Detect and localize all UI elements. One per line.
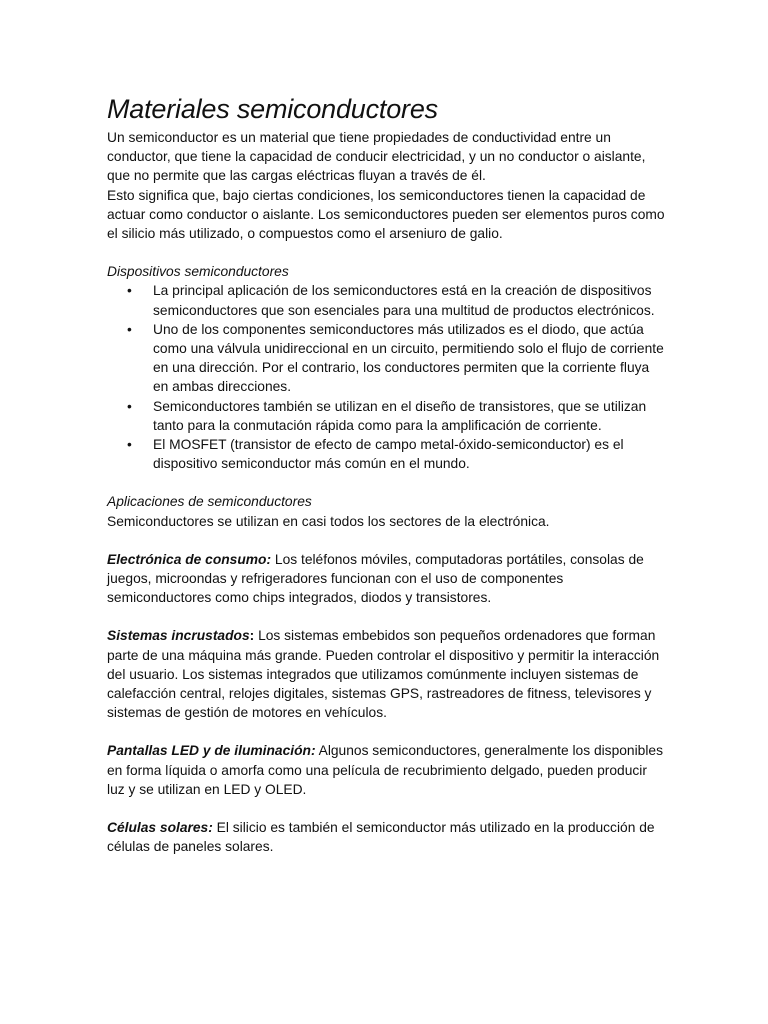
celulas-paragraph bbox=[107, 818, 667, 856]
list-item-text: La principal aplicación de los semiconductores está en la creación de dispositivos semiconductores que son esenciales para una multitud de productos electrónicos. bbox=[153, 283, 655, 318]
list-item bbox=[107, 320, 667, 397]
spacer bbox=[107, 607, 667, 626]
incrustados-label: Sistemas incrustados bbox=[107, 628, 250, 644]
list-item bbox=[107, 281, 667, 319]
spacer bbox=[107, 473, 667, 492]
spacer bbox=[107, 722, 667, 741]
spacer bbox=[107, 531, 667, 550]
list-item bbox=[107, 397, 667, 435]
document-page bbox=[107, 92, 667, 857]
consumo-label: Electrónica de consumo: bbox=[107, 551, 272, 567]
bullet-icon: • bbox=[127, 437, 132, 453]
celulas-label: Células solares: bbox=[107, 820, 213, 836]
intro-paragraph-2: Esto significa que, bajo ciertas condiciones, los semiconductores tienen la capacidad de actuar como conductor o aislante. Los semiconductores pueden ser elementos puros como el silicio más utilizado, o compuestos como el arseniuro de galio. bbox=[107, 187, 665, 242]
list-item-text: Semiconductores también se utilizan en el diseño de transistores, que se utilizan tanto para la conmutación rápida como para la amplificación de corriente. bbox=[153, 398, 647, 433]
spacer bbox=[107, 243, 667, 262]
bullet-icon: • bbox=[127, 321, 132, 337]
consumo-text: Los teléfonos móviles, computadoras portátiles, consolas de juegos, microondas y refrigeradores funcionan con el uso de componentes semiconductores como chips integrados, diodos y transistores. bbox=[107, 551, 644, 606]
aplicaciones-heading: Aplicaciones de semiconductores bbox=[107, 494, 312, 510]
incrustados-colon: : bbox=[249, 628, 255, 644]
pantallas-text: Algunos semiconductores, generalmente los disponibles en forma líquida o amorfa como una película de recubrimiento delgado, pueden producir luz y se utilizan en LED y OLED. bbox=[107, 743, 663, 797]
spacer bbox=[107, 799, 667, 818]
intro-paragraph-1: Un semiconductor es un material que tiene propiedades de conductividad entre un conductor, que tiene la capacidad de conducir electricidad, y un no conductor o aislante, que no permite que las cargas eléctricas fluyan a través de él. bbox=[107, 130, 646, 184]
pantallas-label: Pantallas LED y de iluminación: bbox=[107, 743, 316, 759]
consumo-paragraph bbox=[107, 550, 667, 608]
dispositivos-list bbox=[107, 281, 667, 473]
list-item-text: El MOSFET (transistor de efecto de campo metal-óxido-semiconductor) es el dispositivo semiconductor más común en el mundo. bbox=[153, 437, 624, 472]
incrustados-paragraph bbox=[107, 626, 667, 722]
aplicaciones-text: Semiconductores se utilizan en casi todos los sectores de la electrónica. bbox=[107, 513, 550, 529]
celulas-text: El silicio es también el semiconductor más utilizado en la producción de células de paneles solares. bbox=[107, 820, 655, 855]
bullet-icon: • bbox=[127, 398, 132, 414]
dispositivos-heading: Dispositivos semiconductores bbox=[107, 264, 289, 280]
document-title: Materiales semiconductores bbox=[107, 94, 438, 124]
list-item-text: Uno de los componentes semiconductores más utilizados es el diodo, que actúa como una válvula unidireccional en un circuito, permitiendo solo el flujo de corriente en una dirección. Por el contrario, los conductores permiten que la corriente fluya en ambas direcciones. bbox=[153, 321, 664, 395]
list-item bbox=[107, 435, 667, 473]
pantallas-paragraph bbox=[107, 741, 667, 799]
bullet-icon: • bbox=[127, 283, 132, 299]
incrustados-text: Los sistemas embebidos son pequeños ordenadores que forman parte de una máquina más grande. Pueden controlar el dispositivo y permitir la interacción del usuario. Los sistemas integrados que utilizamos comúnmente incluyen sistemas de calefacción central, relojes digitales, sistemas GPS, rastreadores de fitness, televisores y sistemas de gestión de motores en vehículos. bbox=[107, 628, 660, 721]
